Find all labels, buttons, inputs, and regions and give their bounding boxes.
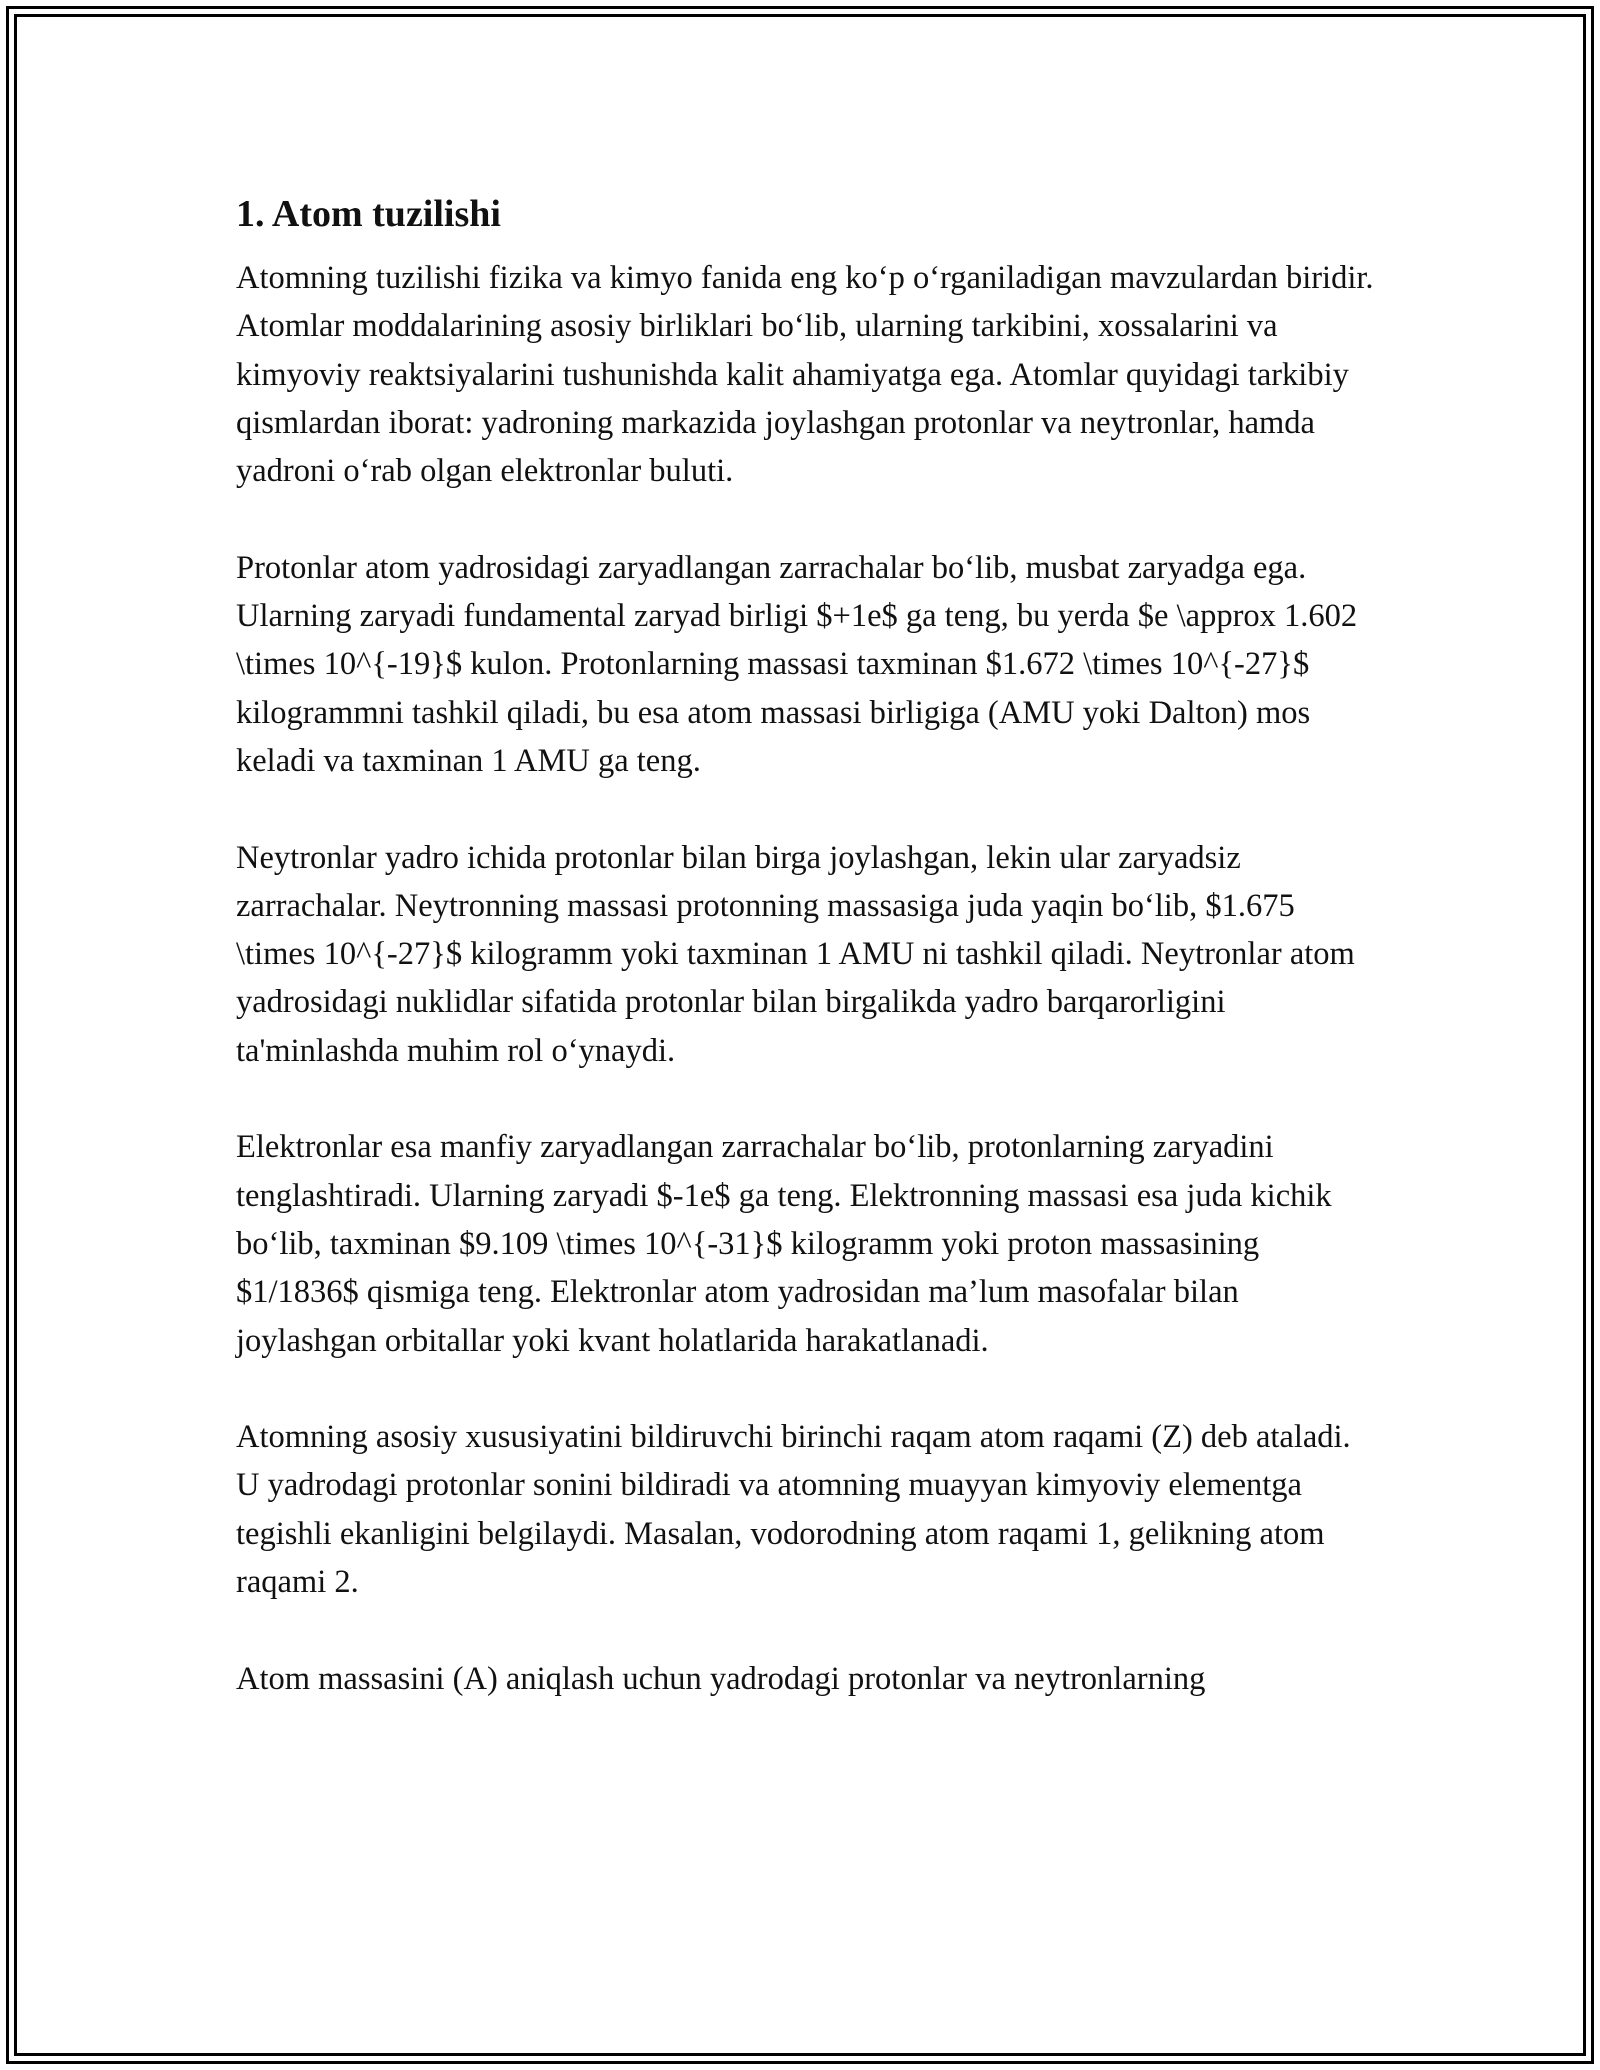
paragraph-protons: Protonlar atom yadrosidagi zaryadlangan zarrachalar bo‘lib, musbat zaryadga ega. Ularning zaryadi fundamental zaryad birligi $+1e$ ga teng, bu yerda $e \approx 1.602 \times 10^{-19}$ kulon. Protonlarning massasi taxminan $1.672 \times 10^{-27}$ kilogrammni tashkil qiladi, bu esa atom massasi birligiga (AMU yoki Dalton) mos keladi va taxminan 1 AMU ga teng.	[236, 549, 1358, 779]
paragraph-electrons: Elektronlar esa manfiy zaryadlangan zarrachalar bo‘lib, protonlarning zaryadini tenglashtiradi. Ularning zaryadi $-1e$ ga teng. Elektronning massasi esa juda kichik bo‘lib, taxminan $9.109 \times 10^{-31}$ kilogramm yoki proton massasining $1/1836$ qismiga teng. Elektronlar atom yadrosidan ma’lum masofalar bilan joylashgan orbitallar yoki kvant holatlarida harakatlanadi.	[236, 1129, 1332, 1359]
paragraph-neutrons: Neytronlar yadro ichida protonlar bilan birga joylashgan, lekin ular zaryadsiz zarrachalar. Neytronning massasi protonning massasiga juda yaqin bo‘lib, $1.675 \times 10^{-27}$ kilogramm yoki taxminan 1 AMU ni tashkil qiladi. Neytronlar atom yadrosidagi nuklidlar sifatida protonlar bilan birgalikda yadro barqarorligini ta'minlashda muhim rol o‘ynaydi.	[236, 839, 1355, 1069]
section-heading: 1. Atom tuzilishi	[236, 193, 501, 235]
paragraph-atomic-mass: Atom massasini (A) aniqlash uchun yadrodagi protonlar va neytronlarning	[236, 1660, 1206, 1697]
document-body	[236, 186, 1376, 1751]
paragraph-atom-structure: Atomning tuzilishi fizika va kimyo fanida eng ko‘p o‘rganiladigan mavzulardan biridir. Atomlar moddalarining asosiy birliklari bo‘lib, ularning tarkibini, xossalarini va kimyoviy reaktsiyalarini tushunishda kalit ahamiyatga ega. Atomlar quyidagi tarkibiy qismlardan iborat: yadroning markazida joylashgan protonlar va neytronlar, hamda yadroni o‘rab olgan elektronlar buluti.	[236, 260, 1374, 490]
paragraph-atomic-number: Atomning asosiy xususiyatini bildiruvchi birinchi raqam atom raqami (Z) deb ataladi. U yadrodagi protonlar sonini bildiradi va atomning muayyan kimyoviy elementga tegishli ekanligini belgilaydi. Masalan, vodorodning atom raqami 1, gelikning atom raqami 2.	[236, 1419, 1351, 1601]
